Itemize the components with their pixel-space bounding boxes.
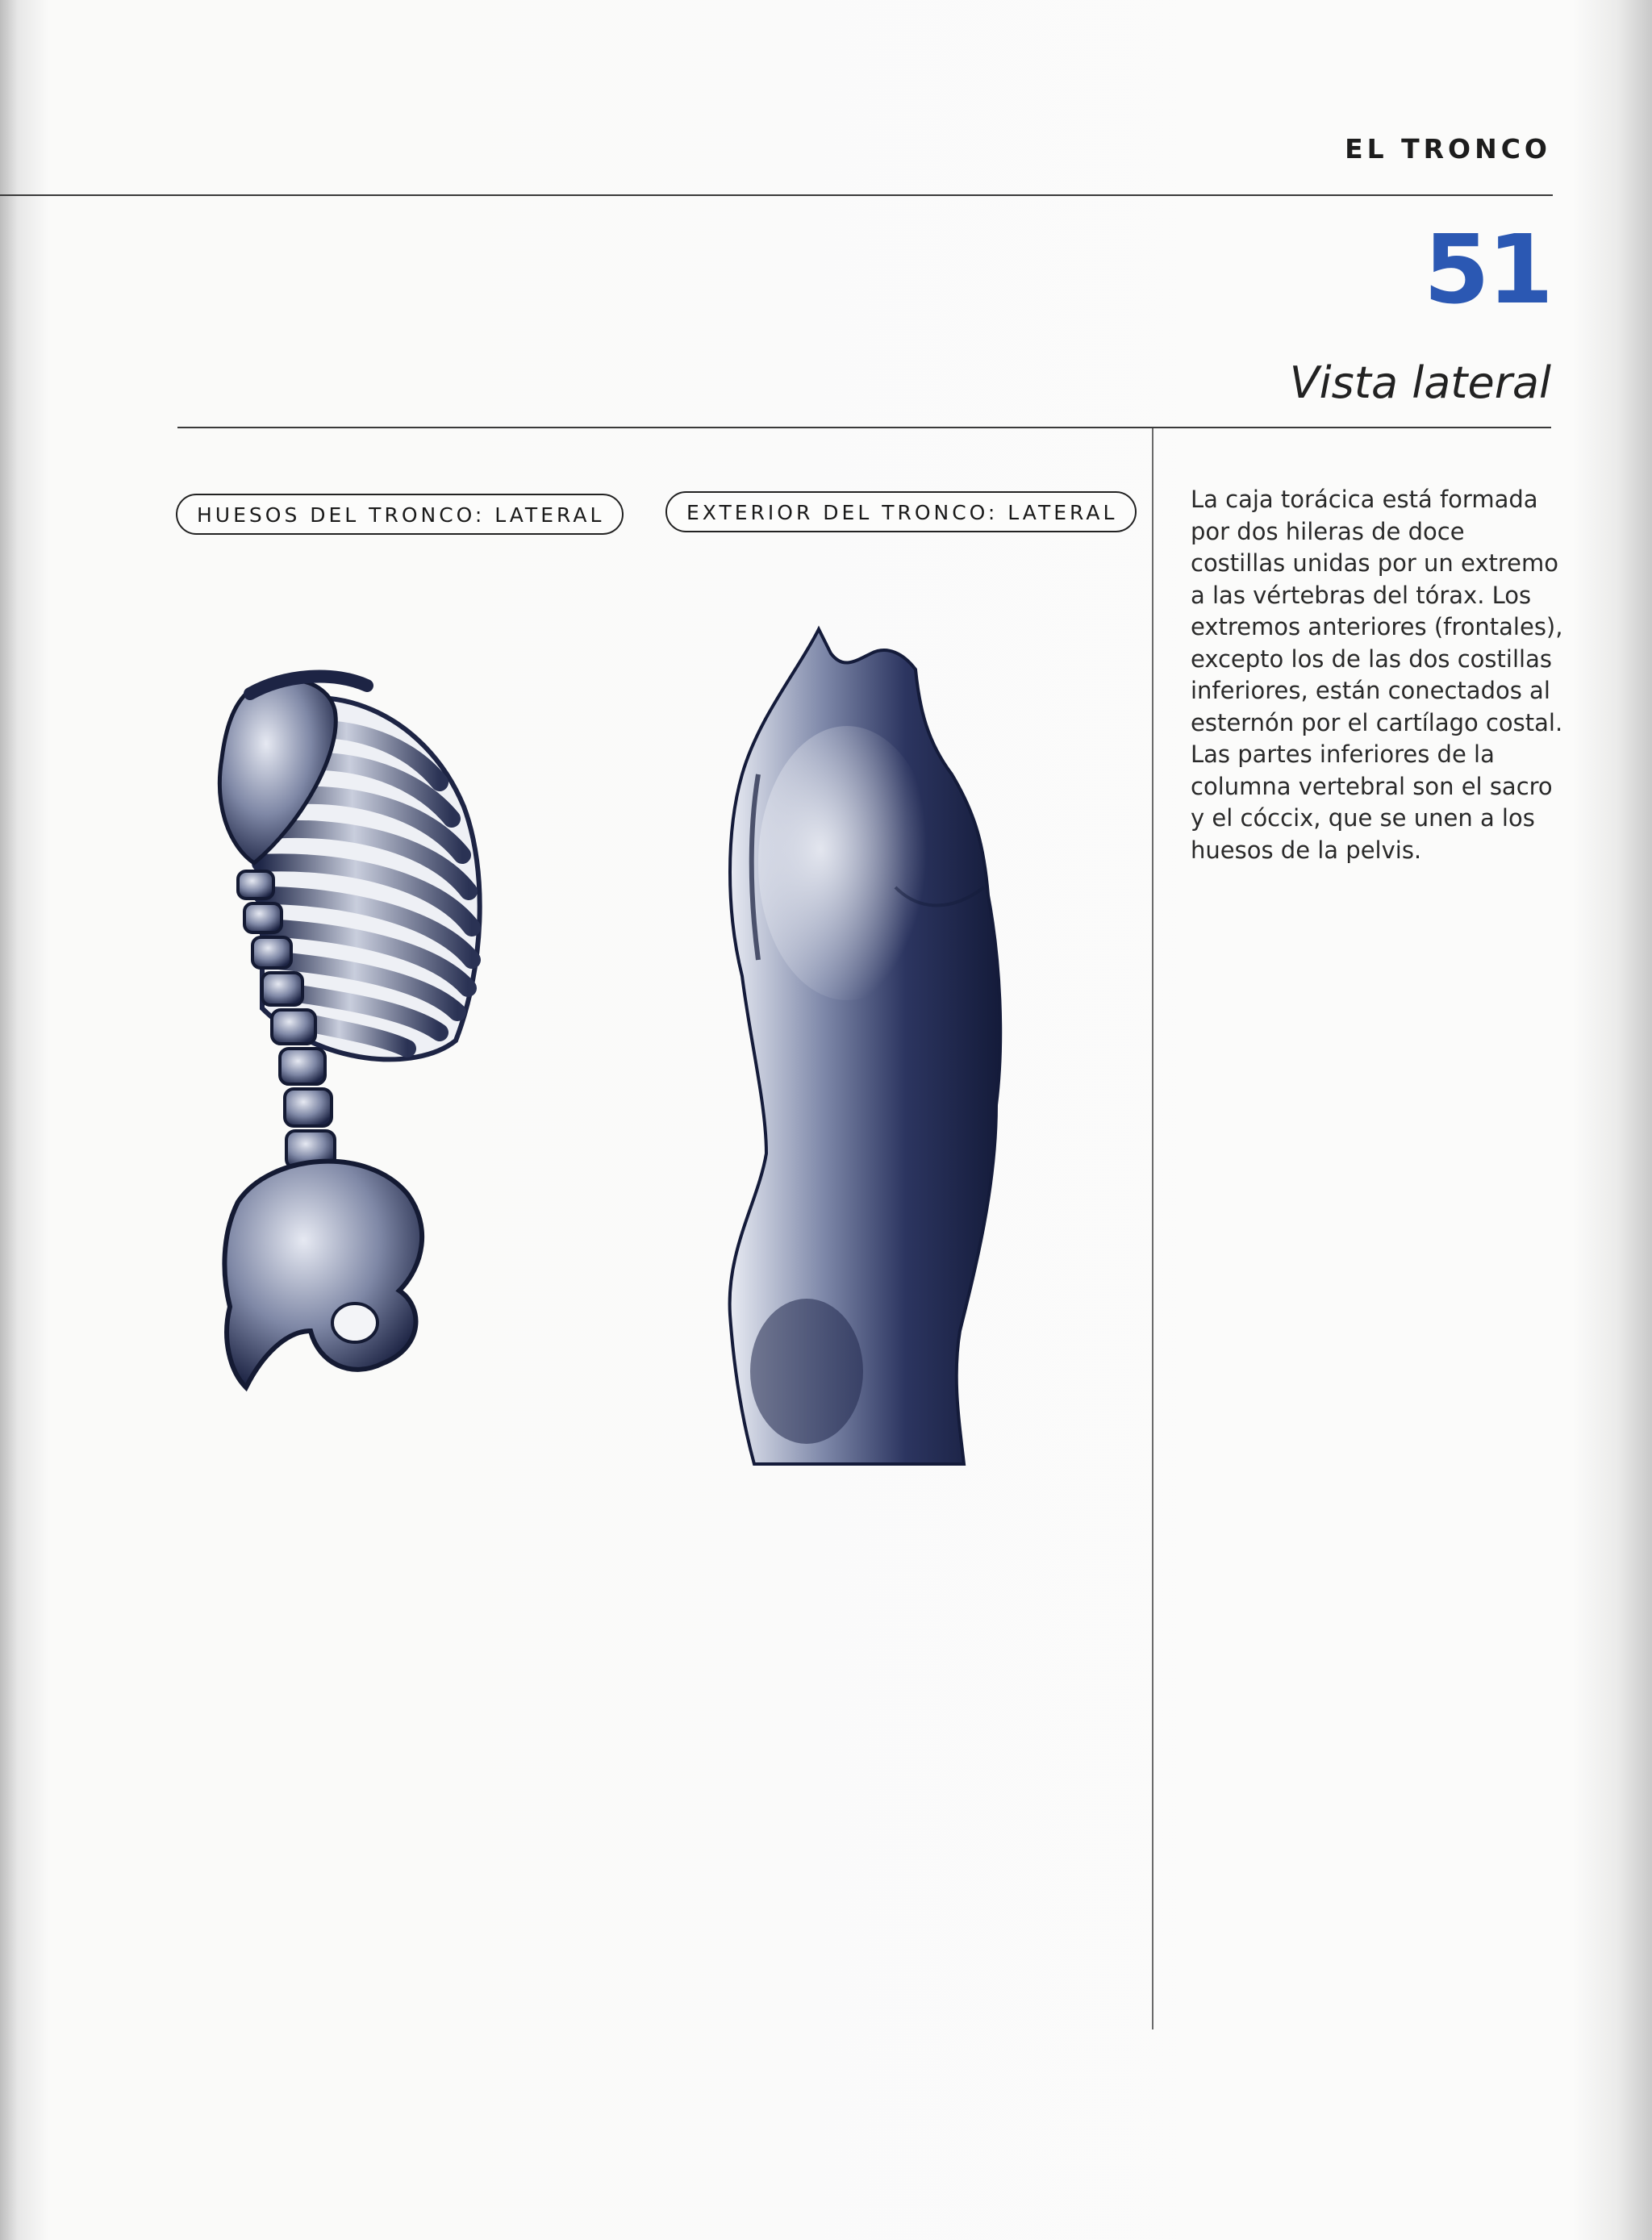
section-rule: [177, 427, 1551, 428]
header-rule: [0, 194, 1553, 196]
skeleton-illustration: [206, 661, 504, 1436]
figure-label-skeleton: HUESOS DEL TRONCO: LATERAL: [176, 494, 624, 535]
body-paragraph: La caja torácica está formada por dos hileras de doce costillas unidas por un extremo a las vértebras del tórax. Los extremos anteriores (frontales), excepto los de las dos costillas inferiores, están conectados al esternón por el cartílago costal. Las partes inferiores de la columna vertebral son el sacro y el cóccix, que se unen a los huesos de la pelvis.: [1191, 486, 1563, 864]
figure-label-exterior: EXTERIOR DEL TRONCO: LATERAL: [665, 491, 1137, 532]
section-title: Vista lateral: [1289, 357, 1551, 408]
column-divider: [1152, 428, 1153, 2029]
torso-exterior-illustration: [710, 621, 1032, 1468]
page-number: 51: [1423, 214, 1551, 325]
running-head: EL TRONCO: [1345, 133, 1551, 165]
